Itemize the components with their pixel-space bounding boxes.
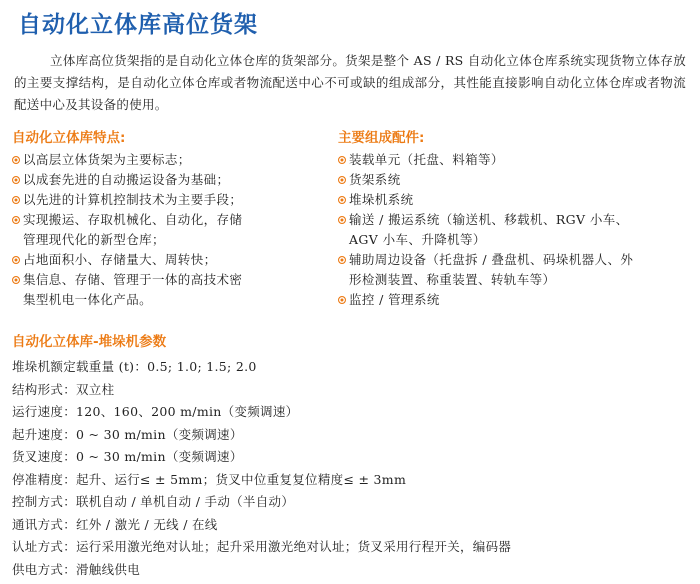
list-item [338, 250, 688, 290]
bullet-icon [12, 156, 20, 164]
list-item-line: 占地面积小、存储量大、周转快； [23, 252, 217, 267]
bullet-icon [12, 216, 20, 224]
bullet-icon [12, 196, 20, 204]
stacker-params-section [12, 332, 692, 581]
bullet-icon [338, 156, 346, 164]
components-heading: 主要组成配件: [338, 130, 425, 146]
param-row: 起升速度：0 ~ 30 m/min（变频调速） [12, 426, 243, 442]
list-item [12, 150, 332, 170]
params-rows [12, 356, 692, 581]
list-item-line: 以成套先进的自动搬运设备为基础； [23, 172, 230, 187]
list-item-line: 装载单元（托盘、料箱等） [349, 152, 504, 167]
page-title: 自动化立体库高位货架 [18, 12, 258, 38]
list-item [12, 250, 332, 270]
list-item-line: 实现搬运、存取机械化、自动化，存储 [23, 212, 243, 227]
bullet-icon [338, 256, 346, 264]
param-row: 控制方式：联机自动 / 单机自动 / 手动（半自动） [12, 494, 295, 509]
list-item-line: 辅助周边设备（托盘拆 / 叠盘机、码垛机器人、外 [349, 252, 634, 267]
params-heading: 自动化立体库-堆垛机参数 [12, 334, 167, 350]
list-item [12, 170, 332, 190]
features-list [12, 150, 332, 310]
bullet-icon [338, 196, 346, 204]
bullet-icon [338, 216, 346, 224]
list-item [338, 290, 688, 310]
param-row: 认址方式：运行采用激光绝对认址；起升采用激光绝对认址；货叉采用行程开关，编码器 [12, 539, 512, 554]
list-item [12, 270, 332, 310]
bullet-icon [12, 256, 20, 264]
bullet-icon [12, 276, 20, 284]
list-item [338, 190, 688, 210]
components-section [338, 128, 688, 310]
param-row: 堆垛机额定载重量 (t)：0.5; 1.0; 1.5; 2.0 [12, 359, 257, 374]
param-row: 通讯方式：红外 / 激光 / 无线 / 在线 [12, 516, 218, 532]
list-item-line: 管理现代化的新型仓库； [23, 232, 165, 247]
param-row: 停准精度：起升、运行≤ ± 5mm；货叉中位重复复位精度≤ ± 3mm [12, 471, 407, 487]
list-item [338, 150, 688, 170]
list-item [12, 210, 332, 250]
list-item-line: 堆垛机系统 [349, 192, 414, 207]
list-item [12, 190, 332, 210]
list-item-line: 形检测装置、称重装置、转轨车等） [349, 272, 556, 287]
list-item [338, 210, 688, 250]
param-row: 结构形式：双立柱 [12, 381, 115, 397]
features-section [12, 128, 332, 310]
param-row: 货叉速度：0 ~ 30 m/min（变频调速） [12, 449, 243, 464]
features-heading: 自动化立体库特点: [12, 130, 126, 146]
list-item-line: 监控 / 管理系统 [349, 292, 440, 307]
param-row: 运行速度：120、160、200 m/min（变频调速） [12, 404, 299, 419]
list-item-line: 以高层立体货架为主要标志； [23, 152, 191, 167]
list-item-line: AGV 小车、升降机等） [349, 232, 486, 247]
bullet-icon [338, 296, 346, 304]
list-item-line: 集信息、存储、管理于一体的高技术密 [23, 272, 243, 287]
bullet-icon [338, 176, 346, 184]
list-item-line: 输送 / 搬运系统（输送机、移载机、RGV 小车、 [349, 212, 629, 227]
list-item-line: 集型机电一体化产品。 [23, 292, 153, 307]
list-item-line: 货架系统 [349, 172, 401, 187]
param-row: 供电方式：滑触线供电 [12, 561, 141, 577]
intro-paragraph: 立体库高位货架指的是自动化立体仓库的货架部分。货架是整个 AS / RS 自动化立体仓库系统实现货物立体存放的主要支撑结构，是自动化立体仓库或者物流配送中心不可或缺的组成部分，其性能直接影响自动化立体仓库或者物流配送中心及其设备的使用。 [14, 53, 686, 112]
list-item [338, 170, 688, 190]
bullet-icon [12, 176, 20, 184]
components-list [338, 150, 688, 310]
list-item-line: 以先进的计算机控制技术为主要手段； [23, 192, 243, 207]
